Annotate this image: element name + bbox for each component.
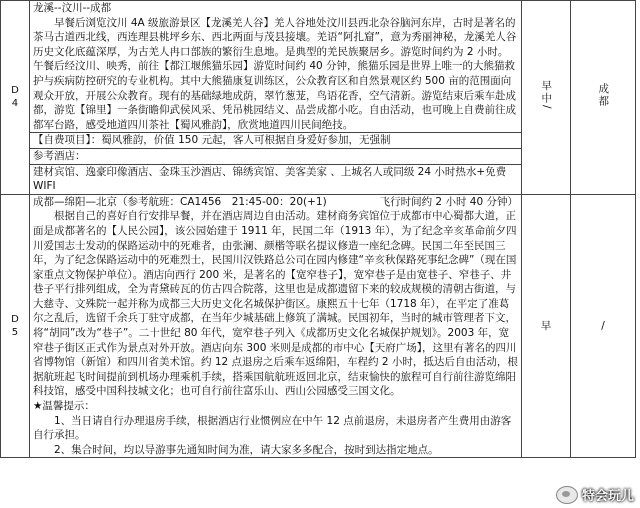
meals-value: 早中/ [540, 79, 553, 111]
watermark [556, 485, 634, 504]
day-letter: D [11, 313, 19, 325]
meals-cell [522, 194, 571, 458]
itinerary-content [30, 194, 522, 458]
hotel-ref-list: 建材宾馆、逸豪印像酒店、金珠玉沙酒店、锦绣宾馆、美客美家 、上城名人或同级 24 小时热水+免费 WIFI [30, 164, 521, 194]
route-title [33, 195, 518, 210]
route-title: 龙溪--汶川--成都 [33, 2, 112, 14]
itinerary-content [30, 1, 522, 195]
hotel-ref-title: 参考酒店： [33, 149, 86, 162]
tip-2: 2、集合时间，均以导游事先通知时间为准，请大家多多配合，按时到达指定地点。 [54, 443, 439, 456]
flight-time: 飞行时间约 2 小时 40 分钟） [379, 195, 518, 208]
day-cell [1, 1, 30, 195]
hotel-cell [571, 1, 636, 195]
meals-value: 早 [540, 319, 552, 332]
hotel-value: / [601, 319, 605, 332]
hotel-cell [571, 194, 636, 458]
day-cell [1, 194, 30, 458]
watermark-text: 特会玩儿 [581, 489, 634, 504]
wechat-icon [556, 486, 578, 504]
day-number: 4 [11, 98, 19, 110]
route-text: 成都—绵阳—北京（参考航班：CA1456 21:45-00：20(+1) [33, 195, 327, 208]
tips-title: ★温馨提示： [33, 400, 95, 413]
day-letter: D [11, 85, 19, 97]
itinerary-row-d4 [1, 1, 636, 195]
tip-1: 1、当日请自行办理退房手续，根据酒店行业惯例应在中午 12 点前退房，未退房者产生费用由游客自行承担。 [33, 414, 512, 442]
itinerary-paragraph: 根据自己的喜好自行安排早餐，并在酒店周边自由活动。建材商务宾馆位于成都市中心蜀都大道，正面是成都著名的【人民公园】，该公园始建于 1911 年，民国二年（1913 年），为了纪念辛亥革命前夕四川爱国志士发动的保路运动中的死难者，由张澜、颜楷等联名提议修造一座纪念碑。民国二年至民国三年，为了纪念保路运动中的死难烈士，民国川汉铁路总公司在园内修建“辛亥秋保路死事纪念碑”（现在国家重点文物保护单位）。酒店向西行 200 米，是著名的【宽窄巷子】，宽窄巷子是由宽巷子、窄巷子、井巷子平行排列组成，全为青黛砖瓦的仿古四合院落，这里也是成都遗留下来的较成规模的清朝古街道，与大慈寺、文殊院一起并称为成都三大历史文化名城保护街区。康熙五十七年（1718 年），在平定了准葛尔之乱后，选留千余兵丁驻守成都，在当年少城基础上修筑了满城。民国初年，当时的城市管理者下文，将“胡同”改为“巷子”。二十世纪 80 年代，宽窄巷子列入《成都历史文化名城保护规划》。2003 年，宽窄巷子街区正式作为景点对外开放。酒店向东 300 米则是成都的市中心【天府广场】，这里有著名的四川省博物馆（新馆）和四川省美术馆。约 12 点退房之后乘车返绵阳，车程约 2 小时，抵达后自由活动，根据航班起飞时间提前到机场办理乘机手续，搭乘国航航班返回北京，结束愉快的旅程可自行前往游览绵阳科技馆，感受中国科技城文化；也可自行前往富乐山、西山公园感受三国文化。 [33, 210, 518, 398]
day-number: 5 [11, 326, 19, 338]
itinerary-row-d5 [1, 194, 636, 458]
itinerary-paragraph: 早餐后浏览汶川 4A 级旅游景区【龙溪羌人谷】羌人谷地处汶川县西北杂谷脑河东岸，古时是著名的茶马古道西北线，西连理县桃坪乡东、西北两面与茂县接壤。羌语“阿扎窟”，意为秀丽神秘，龙溪羌人谷历史文化底蕴深厚，为古羌人冉口部族的繁衍生息地。是典型的羌民族聚居乡。游览时间约为 2 小时。午餐后经汶川、映秀，前往【都江堰熊猫乐园】游览时间约 40 分钟，熊猫乐园是世界上唯一的大熊猫救护与疾病防控研究的专业机构。其中大熊猫康复训练区，公众教育区和自然景观区约 500 亩的范围面向观众开放，开展公众教育。现有的基础绿地成荫，翠竹葱茏，鸟语花香，空气清新。游览结束后乘车赴成都，游览【锦里】一条街瞻仰武侯风采、凭吊桃园结义、品尝成都小吃。自由活动，也可晚上自费前往成都军台路，感受地道四川茶社【蜀风雅韵】，欣赏地道四川民间绝技。 [33, 16, 517, 131]
self-pay-note: 【自费项目】：蜀风雅韵，价值 150 元起，客人可根据自身爱好参加，无强制 [30, 132, 521, 149]
hotel-value: 成都 [597, 82, 610, 108]
meals-cell [522, 1, 571, 195]
